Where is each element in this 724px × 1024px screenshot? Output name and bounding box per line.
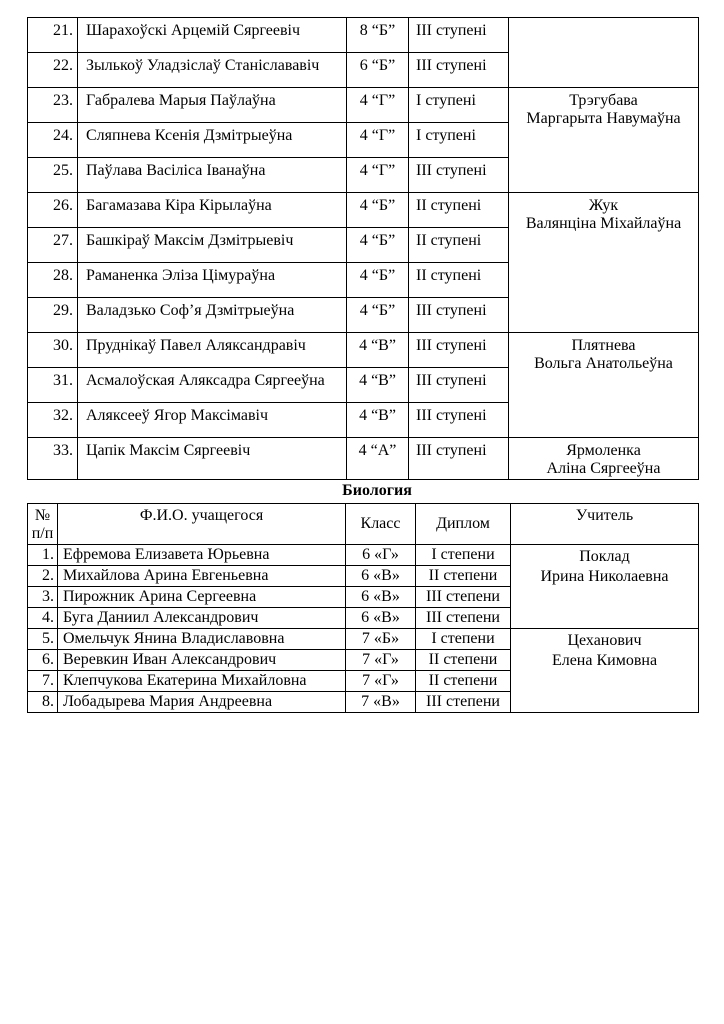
header-diploma: Диплом (416, 504, 511, 545)
diploma-cell: III ступені (409, 333, 509, 368)
teacher-cell (509, 193, 699, 333)
row-number-cell: 3. (28, 587, 58, 608)
table-row (28, 193, 699, 228)
table-row (28, 629, 699, 650)
teacher-cell (509, 333, 699, 438)
teacher-cell (511, 629, 699, 713)
row-number-cell: 2. (28, 566, 58, 587)
table-header-row (28, 504, 699, 545)
teacher-surname: Поклад (579, 548, 630, 565)
row-number-cell: 30. (28, 333, 78, 368)
diploma-cell: I степени (416, 629, 511, 650)
class-cell: 6 «Г» (346, 545, 416, 566)
teacher-patronym: Елена Кимовна (551, 652, 658, 669)
row-number-cell: 8. (28, 692, 58, 713)
class-cell: 4 “Г” (347, 123, 409, 158)
row-number-cell: 29. (28, 298, 78, 333)
student-name-cell: Михайлова Арина Евгеньевна (58, 566, 346, 587)
row-number-cell: 4. (28, 608, 58, 629)
student-name-cell: Лобадырева Мария Андреевна (58, 692, 346, 713)
diploma-cell: I ступені (409, 88, 509, 123)
row-number-cell: 5. (28, 629, 58, 650)
student-name-cell: Багамазава Кіра Кірылаўна (78, 193, 347, 228)
biology-section-title: Биология (342, 482, 412, 499)
diploma-cell: I ступені (409, 123, 509, 158)
student-name-cell: Ефремова Елизавета Юрьевна (58, 545, 346, 566)
diploma-cell: III ступені (409, 18, 509, 53)
diploma-cell: III ступені (409, 403, 509, 438)
teacher-surname: Ярмоленка (566, 442, 641, 459)
row-number-cell: 26. (28, 193, 78, 228)
class-cell: 6 «В» (346, 566, 416, 587)
diploma-cell: II степени (416, 650, 511, 671)
table-row (28, 88, 699, 123)
row-number-cell: 33. (28, 438, 78, 480)
header-number-line1: № (34, 507, 51, 524)
row-number-cell: 7. (28, 671, 58, 692)
row-number-cell: 22. (28, 53, 78, 88)
results-table-continuation (27, 17, 699, 480)
row-number-cell: 31. (28, 368, 78, 403)
student-name-cell: Омельчук Янина Владиславовна (58, 629, 346, 650)
student-name-cell: Шарахоўскі Арцемій Сяргеевіч (78, 18, 347, 53)
diploma-cell: I степени (416, 545, 511, 566)
row-number-cell: 25. (28, 158, 78, 193)
student-name-cell: Зылькоў Уладзіслаў Станіслававіч (78, 53, 347, 88)
class-cell: 7 «Г» (346, 650, 416, 671)
row-number-cell: 27. (28, 228, 78, 263)
class-cell: 4 “А” (347, 438, 409, 480)
teacher-surname: Плятнева (571, 337, 636, 354)
teacher-patronym: Валянціна Міхайлаўна (525, 215, 682, 232)
class-cell: 7 «Б» (346, 629, 416, 650)
student-name-cell: Раманенка Эліза Цімураўна (78, 263, 347, 298)
diploma-cell: II степени (416, 566, 511, 587)
header-class: Класс (346, 504, 416, 545)
teacher-patronym: Вольга Анатольеўна (534, 355, 673, 372)
teacher-surname: Жук (588, 197, 619, 214)
class-cell: 4 “Б” (347, 228, 409, 263)
row-number-cell: 28. (28, 263, 78, 298)
table-row (28, 333, 699, 368)
row-number-cell: 1. (28, 545, 58, 566)
student-name-cell: Клепчукова Екатерина Михайловна (58, 671, 346, 692)
teacher-cell (509, 18, 699, 88)
teacher-patronym: Ирина Николаевна (540, 568, 669, 585)
class-cell: 4 “Г” (347, 88, 409, 123)
student-name-cell: Веревкин Иван Александрович (58, 650, 346, 671)
student-name-cell: Сляпнева Ксенія Дзмітрыеўна (78, 123, 347, 158)
teacher-cell (511, 545, 699, 629)
diploma-cell: II степени (416, 671, 511, 692)
class-cell: 4 “Г” (347, 158, 409, 193)
student-name-cell: Габралева Марыя Паўлаўна (78, 88, 347, 123)
row-number-cell: 32. (28, 403, 78, 438)
diploma-cell: III ступені (409, 438, 509, 480)
row-number-cell: 21. (28, 18, 78, 53)
teacher-cell (509, 438, 699, 480)
row-number-cell: 6. (28, 650, 58, 671)
diploma-cell: III степени (416, 608, 511, 629)
diploma-cell: III степени (416, 587, 511, 608)
student-name-cell: Аляксееў Ягор Максімавіч (78, 403, 347, 438)
table-row (28, 438, 699, 480)
header-number (28, 504, 58, 545)
class-cell: 6 “Б” (347, 53, 409, 88)
teacher-patronym: Аліна Сяргееўна (546, 460, 661, 477)
student-name-cell: Башкіраў Максім Дзмітрыевіч (78, 228, 347, 263)
diploma-cell: III ступені (409, 368, 509, 403)
class-cell: 7 «Г» (346, 671, 416, 692)
class-cell: 4 “В” (347, 368, 409, 403)
diploma-cell: III степени (416, 692, 511, 713)
header-teacher: Учитель (511, 504, 699, 545)
class-cell: 4 “Б” (347, 193, 409, 228)
class-cell: 4 “Б” (347, 263, 409, 298)
header-number-line2: п/п (31, 525, 54, 542)
class-cell: 8 “Б” (347, 18, 409, 53)
class-cell: 4 “Б” (347, 298, 409, 333)
header-student-name: Ф.И.О. учащегося (58, 504, 346, 545)
row-number-cell: 23. (28, 88, 78, 123)
student-name-cell: Буга Даниил Александрович (58, 608, 346, 629)
class-cell: 4 “В” (347, 333, 409, 368)
teacher-cell (509, 88, 699, 193)
student-name-cell: Паўлава Васіліса Іванаўна (78, 158, 347, 193)
student-name-cell: Цапік Максім Сяргеевіч (78, 438, 347, 480)
student-name-cell: Пруднікаў Павел Аляксандравіч (78, 333, 347, 368)
class-cell: 7 «В» (346, 692, 416, 713)
class-cell: 6 «В» (346, 587, 416, 608)
diploma-cell: III ступені (409, 158, 509, 193)
student-name-cell: Валадзько Соф’я Дзмітрыеўна (78, 298, 347, 333)
class-cell: 4 “В” (347, 403, 409, 438)
student-name-cell: Пирожник Арина Сергеевна (58, 587, 346, 608)
teacher-surname: Трэгубава (569, 92, 638, 109)
diploma-cell: II ступені (409, 193, 509, 228)
teacher-patronym: Маргарыта Навумаўна (526, 110, 681, 127)
diploma-cell: II ступені (409, 263, 509, 298)
teacher-surname: Цеханович (567, 632, 642, 649)
diploma-cell: II ступені (409, 228, 509, 263)
student-name-cell: Асмалоўская Аляксадра Сяргееўна (78, 368, 347, 403)
class-cell: 6 «В» (346, 608, 416, 629)
diploma-cell: III ступені (409, 298, 509, 333)
table-row (28, 545, 699, 566)
diploma-cell: III ступені (409, 53, 509, 88)
row-number-cell: 24. (28, 123, 78, 158)
table-row (28, 18, 699, 53)
biology-results-table (27, 503, 699, 713)
